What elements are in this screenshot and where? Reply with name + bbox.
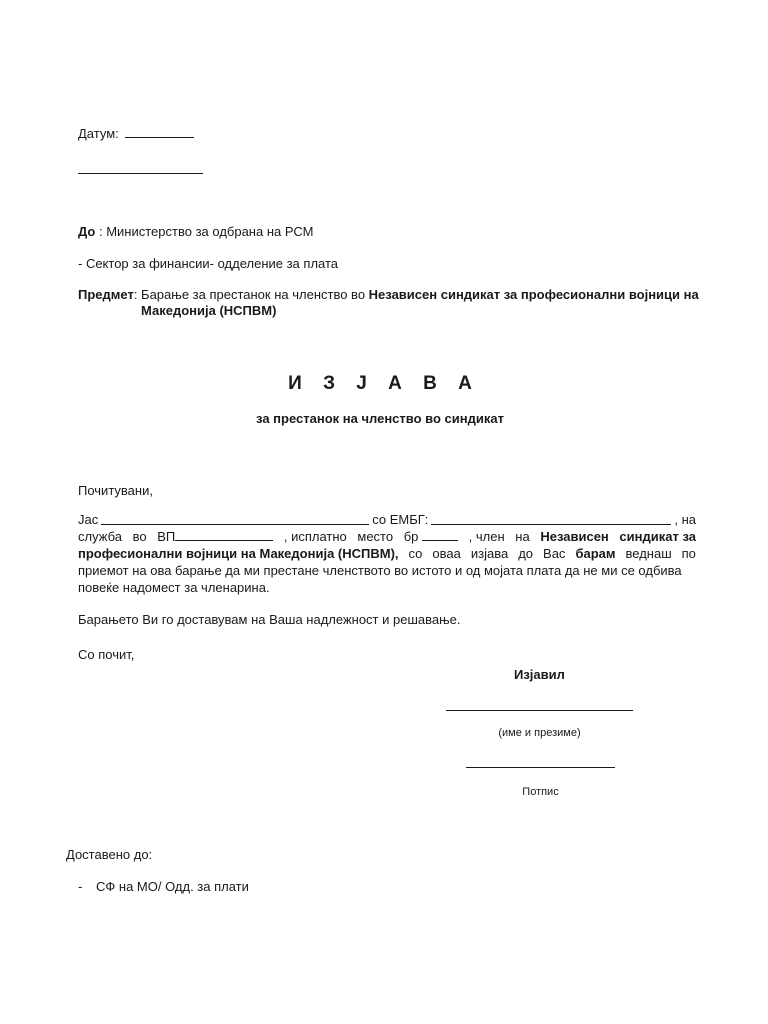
word: по	[681, 546, 696, 561]
paragraph-line-3	[78, 545, 696, 562]
br-blank-line	[422, 539, 458, 541]
text-na: , на	[674, 512, 696, 527]
word: , исплатно	[283, 529, 347, 544]
word: изјава	[470, 546, 509, 561]
to-label: До	[78, 224, 96, 239]
subject-union-country: Македонија (НСПВМ)	[141, 303, 277, 318]
submission-text: Барањето Ви го доставувам на Ваша надлежност и решавање.	[78, 612, 461, 627]
delivered-to-label: Доставено до:	[66, 847, 153, 862]
regards: Со почит,	[78, 647, 135, 662]
list-item	[78, 879, 249, 894]
sector-row: - Сектор за финансии- одделение за плата	[78, 256, 339, 271]
greeting: Почитувани,	[78, 483, 153, 498]
paragraph-line-1	[78, 511, 696, 528]
paragraph-text: повеќе надомест за членарина.	[78, 580, 270, 595]
to-text: : Министерство за одбрана на РСМ	[95, 224, 314, 239]
word: на	[515, 529, 530, 544]
union-name-bold: професионални војници на Македонија (НСПВМ),	[78, 546, 399, 561]
word: бр	[403, 529, 419, 544]
paragraph-line-2	[78, 528, 696, 545]
declaration-paragraph	[78, 511, 696, 596]
word: ВП	[157, 529, 176, 544]
date-blank-line	[125, 136, 194, 138]
name-blank-line	[101, 523, 369, 525]
declarant-label: Изјавил	[514, 667, 565, 682]
list-dash: -	[78, 879, 83, 894]
name-blank-line	[446, 710, 633, 711]
word: до	[518, 546, 534, 561]
word: со	[408, 546, 423, 561]
word: Вас	[543, 546, 566, 561]
signature-blank-line	[466, 767, 615, 768]
word: место	[357, 529, 394, 544]
subject-text: : Барање за престанок на членство во	[133, 287, 369, 302]
word-bold: синдикат за	[619, 529, 696, 544]
word: во	[132, 529, 147, 544]
paragraph-text: приемот на ова барање да ми престане членството во истото и од мојата плата да не ми се одбива	[78, 563, 682, 578]
sender-blank-line	[78, 173, 203, 174]
embg-blank-line	[431, 523, 671, 525]
signature-caption: Потпис	[522, 786, 559, 798]
name-caption: (име и презиме)	[498, 727, 581, 739]
subject-row-continued	[141, 303, 276, 318]
word-bold: барам	[575, 546, 616, 561]
text-embg: со ЕМБГ:	[372, 512, 429, 527]
subject-row	[78, 286, 699, 303]
vp-group	[157, 528, 273, 545]
vp-blank-line	[175, 539, 273, 541]
word-bold: Независен	[540, 529, 609, 544]
subject-union-name: Независен синдикат за професионални војници на	[368, 287, 699, 302]
date-field	[78, 126, 194, 141]
word: оваа	[432, 546, 461, 561]
br-group	[404, 528, 458, 545]
word: служба	[78, 529, 122, 544]
addressee-row	[78, 224, 313, 239]
document-subtitle: за престанок на членство во синдикат	[256, 411, 504, 426]
text-jas: Јас	[78, 512, 99, 527]
list-item-text: СФ на МО/ Одд. за плати	[96, 879, 249, 894]
word: , член	[468, 529, 505, 544]
subject-label: Предмет	[78, 287, 134, 302]
word: веднаш	[625, 546, 672, 561]
paragraph-line-4	[78, 562, 696, 579]
date-label: Датум:	[78, 126, 119, 141]
paragraph-line-5	[78, 579, 696, 596]
document-title: И З Ј А В А	[288, 373, 480, 394]
